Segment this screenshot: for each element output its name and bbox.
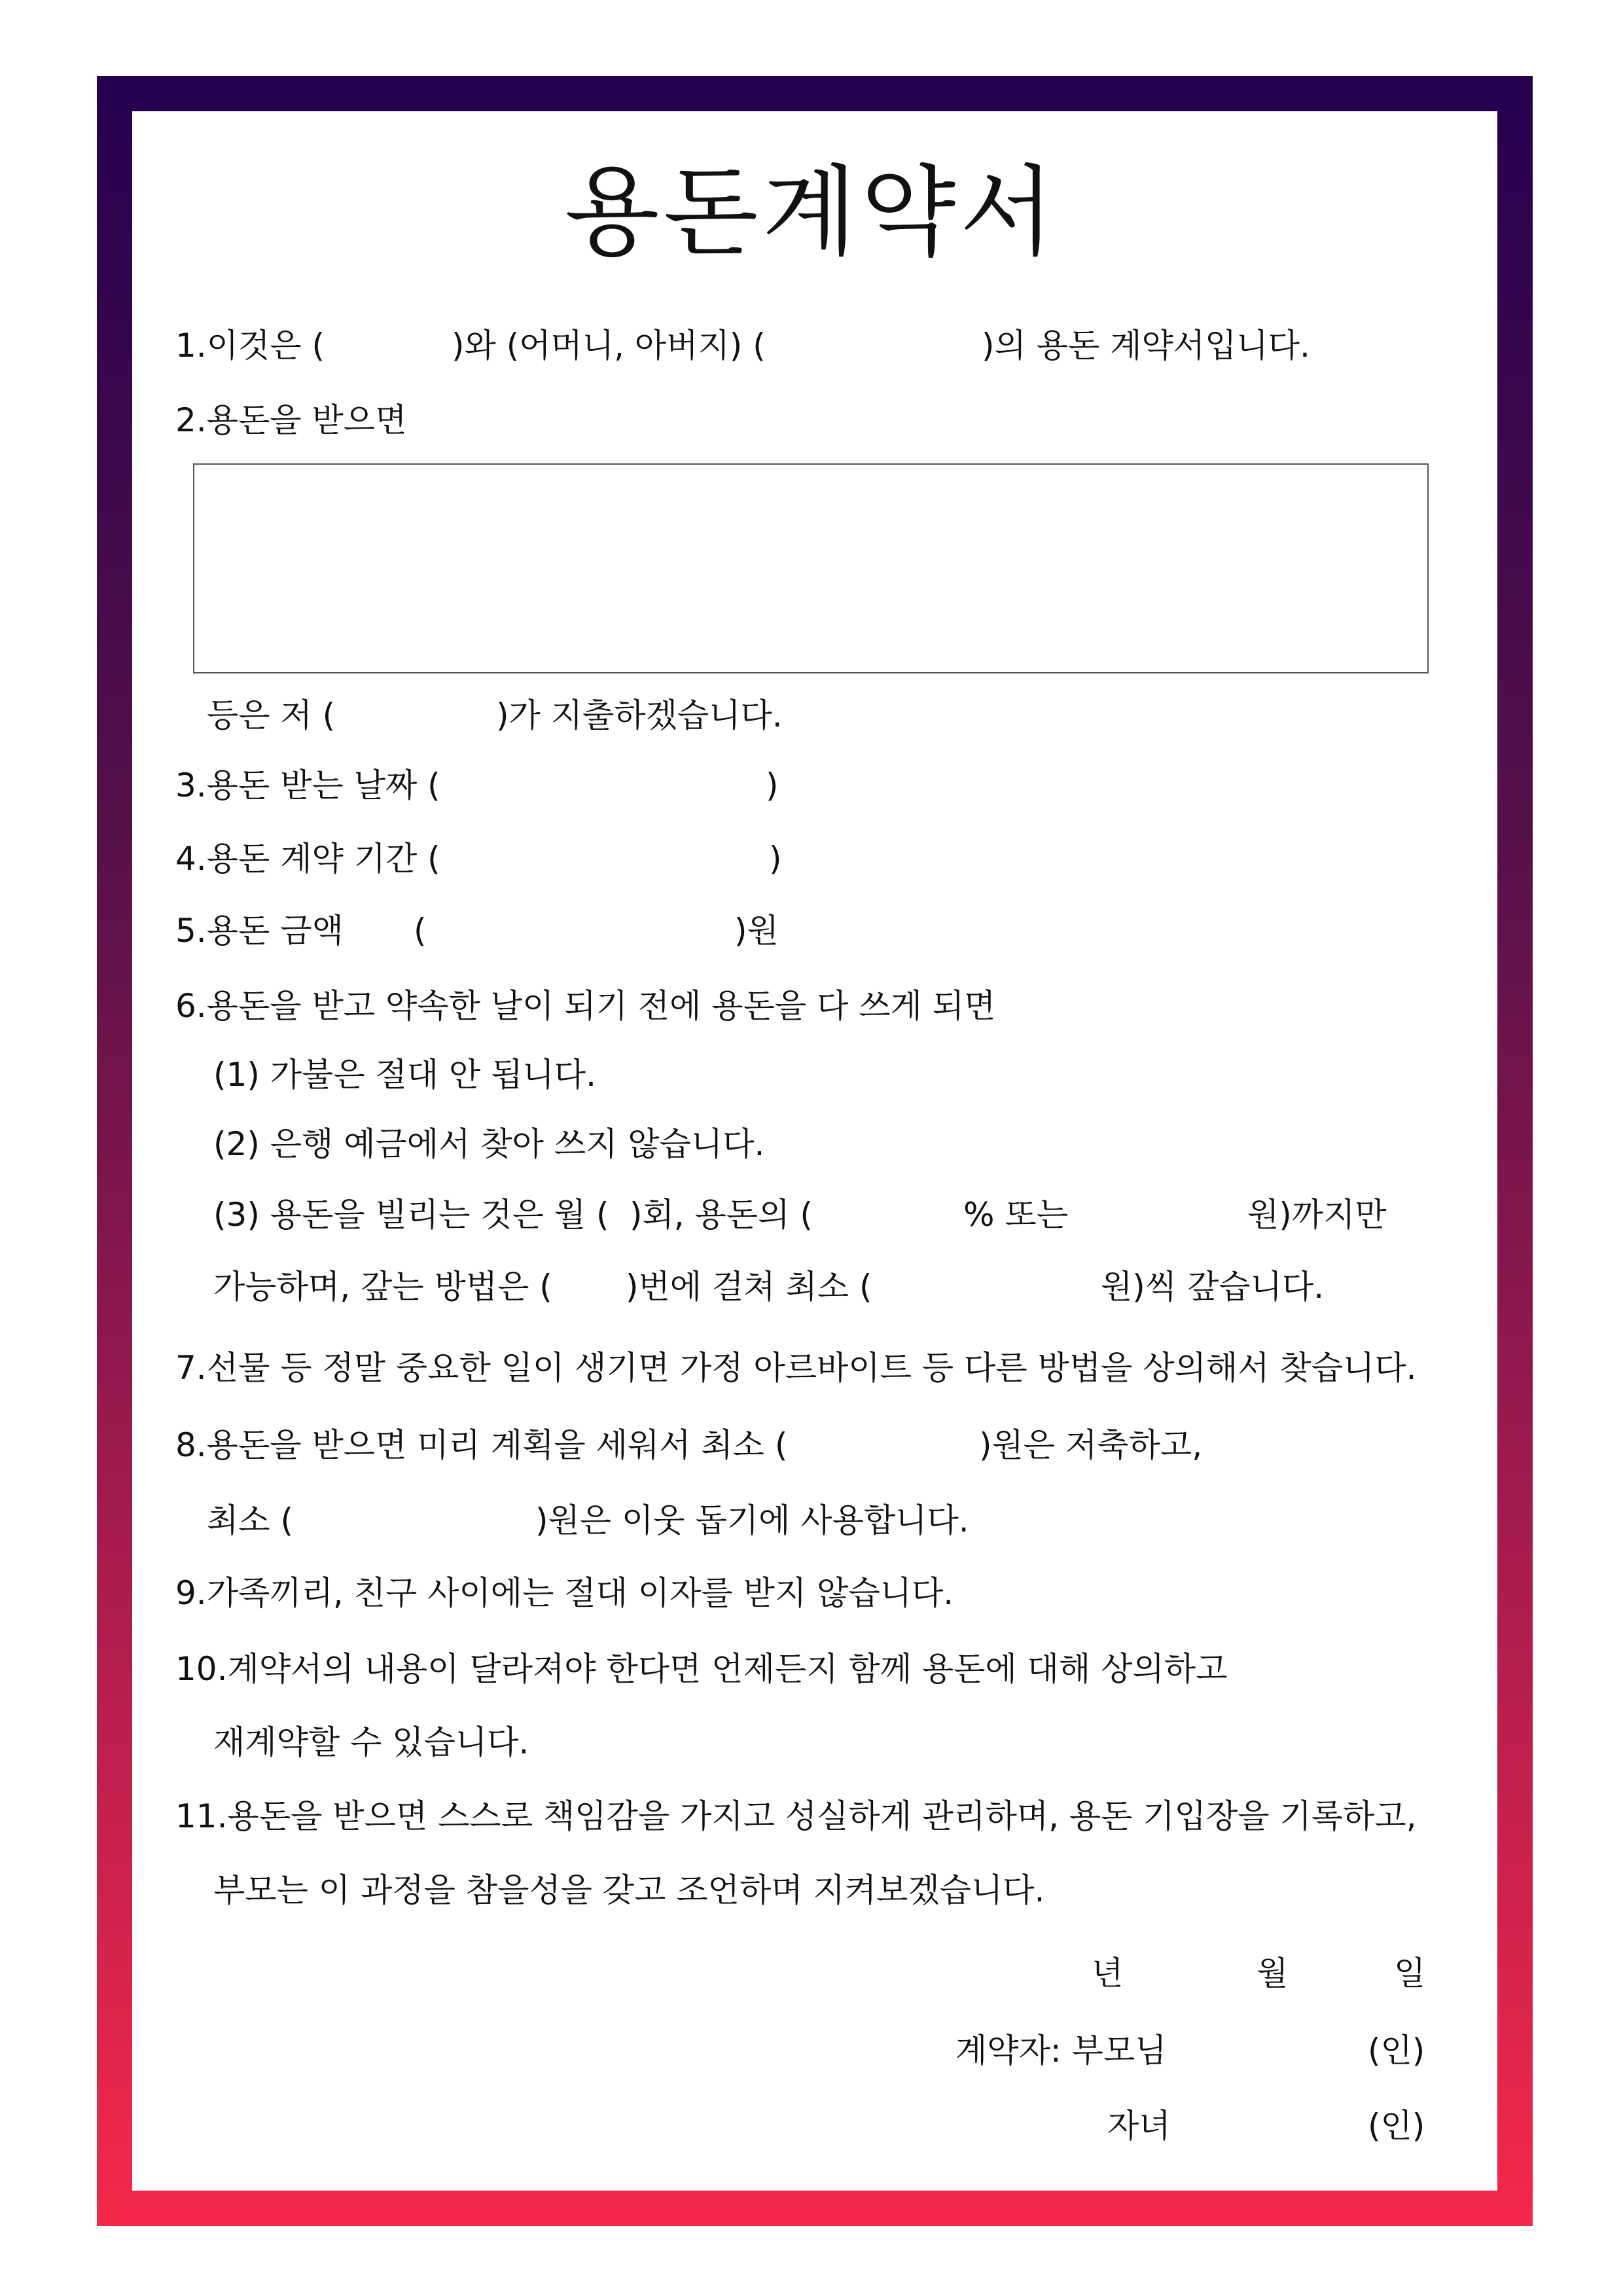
date-year-label: 년 [1092, 1954, 1124, 1992]
item-2-spender-end: )가 지출하겠습니다. [496, 696, 783, 734]
item-4-label: 4.용돈 계약 기간 ( [175, 840, 440, 878]
item-6-rule-3-limit: 원)까지만 [1247, 1196, 1387, 1234]
spending-items-input-box[interactable] [193, 463, 1429, 673]
date-month-label: 월 [1257, 1954, 1289, 1992]
item-11-line-2: 부모는 이 과정을 참을성을 갖고 조언하며 지켜보겠습니다. [213, 1871, 1045, 1909]
item-6-rule-3-amount: 원)씩 갚습니다. [1101, 1268, 1325, 1306]
item-8-savings: )원은 저축하고, [979, 1426, 1203, 1464]
item-11-line-1: 11.용돈을 받으면 스스로 책임감을 가지고 성실하게 관리하며, 용돈 기입장을 기록하고, [175, 1797, 1417, 1835]
document-title: 용돈계약서 [564, 156, 1059, 270]
item-6-heading: 6.용돈을 받고 약속한 날이 되기 전에 용돈을 다 쓰게 되면 [175, 987, 996, 1025]
item-6-rule-3-installments: )번에 걸쳐 최소 ( [626, 1268, 872, 1306]
item-1-label: 1.이것은 ( [175, 327, 325, 365]
contractor-parent-label: 계약자: 부모님 [955, 2032, 1167, 2070]
item-6-rule-3-start: (3) 용돈을 빌리는 것은 월 ( [213, 1196, 609, 1234]
item-6-rule-3-percent: % 또는 [963, 1196, 1069, 1234]
item-7: 7.선물 등 정말 중요한 일이 생기면 가정 아르바이트 등 다른 방법을 상의해서 찾습니다. [175, 1349, 1417, 1387]
item-6-rule-2: (2) 은행 예금에서 찾아 쓰지 않습니다. [213, 1125, 765, 1163]
child-seal-label: (인) [1368, 2107, 1425, 2145]
item-3-label: 3.용돈 받는 날짜 ( [175, 766, 440, 804]
item-5-won: )원 [734, 912, 779, 950]
item-6-rule-1: (1) 가불은 절대 안 됩니다. [213, 1056, 596, 1094]
item-2-spender-label: 등은 저 ( [207, 696, 336, 734]
item-1-middle: )와 (어머니, 아버지) ( [452, 327, 766, 365]
item-8-label: 8.용돈을 받으면 미리 계획을 세워서 최소 ( [175, 1426, 788, 1464]
item-8-donation-end: )원은 이웃 돕기에 사용합니다. [535, 1501, 969, 1539]
item-5-label: 5.용돈 금액 [175, 912, 344, 950]
date-day-label: 일 [1394, 1954, 1426, 1992]
item-2-label: 2.용돈을 받으면 [175, 401, 407, 439]
contractor-child-label: 자녀 [1107, 2107, 1171, 2145]
item-1-end: )의 용돈 계약서입니다. [982, 327, 1310, 365]
item-5-open: ( [414, 912, 427, 950]
item-9: 9.가족끼리, 친구 사이에는 절대 이자를 받지 않습니다. [175, 1574, 954, 1612]
item-6-rule-3-repay: 가능하며, 갚는 방법은 ( [213, 1268, 552, 1306]
item-6-rule-3-times: )회, 용돈의 ( [630, 1196, 813, 1234]
item-10-line-2: 재계약할 수 있습니다. [213, 1723, 529, 1761]
item-4-close: ) [769, 840, 782, 878]
item-10-line-1: 10.계약서의 내용이 달라져야 한다면 언제든지 함께 용돈에 대해 상의하고 [175, 1650, 1228, 1688]
item-8-donation-label: 최소 ( [207, 1501, 294, 1539]
item-3-close: ) [766, 766, 779, 804]
parent-seal-label: (인) [1368, 2032, 1425, 2070]
